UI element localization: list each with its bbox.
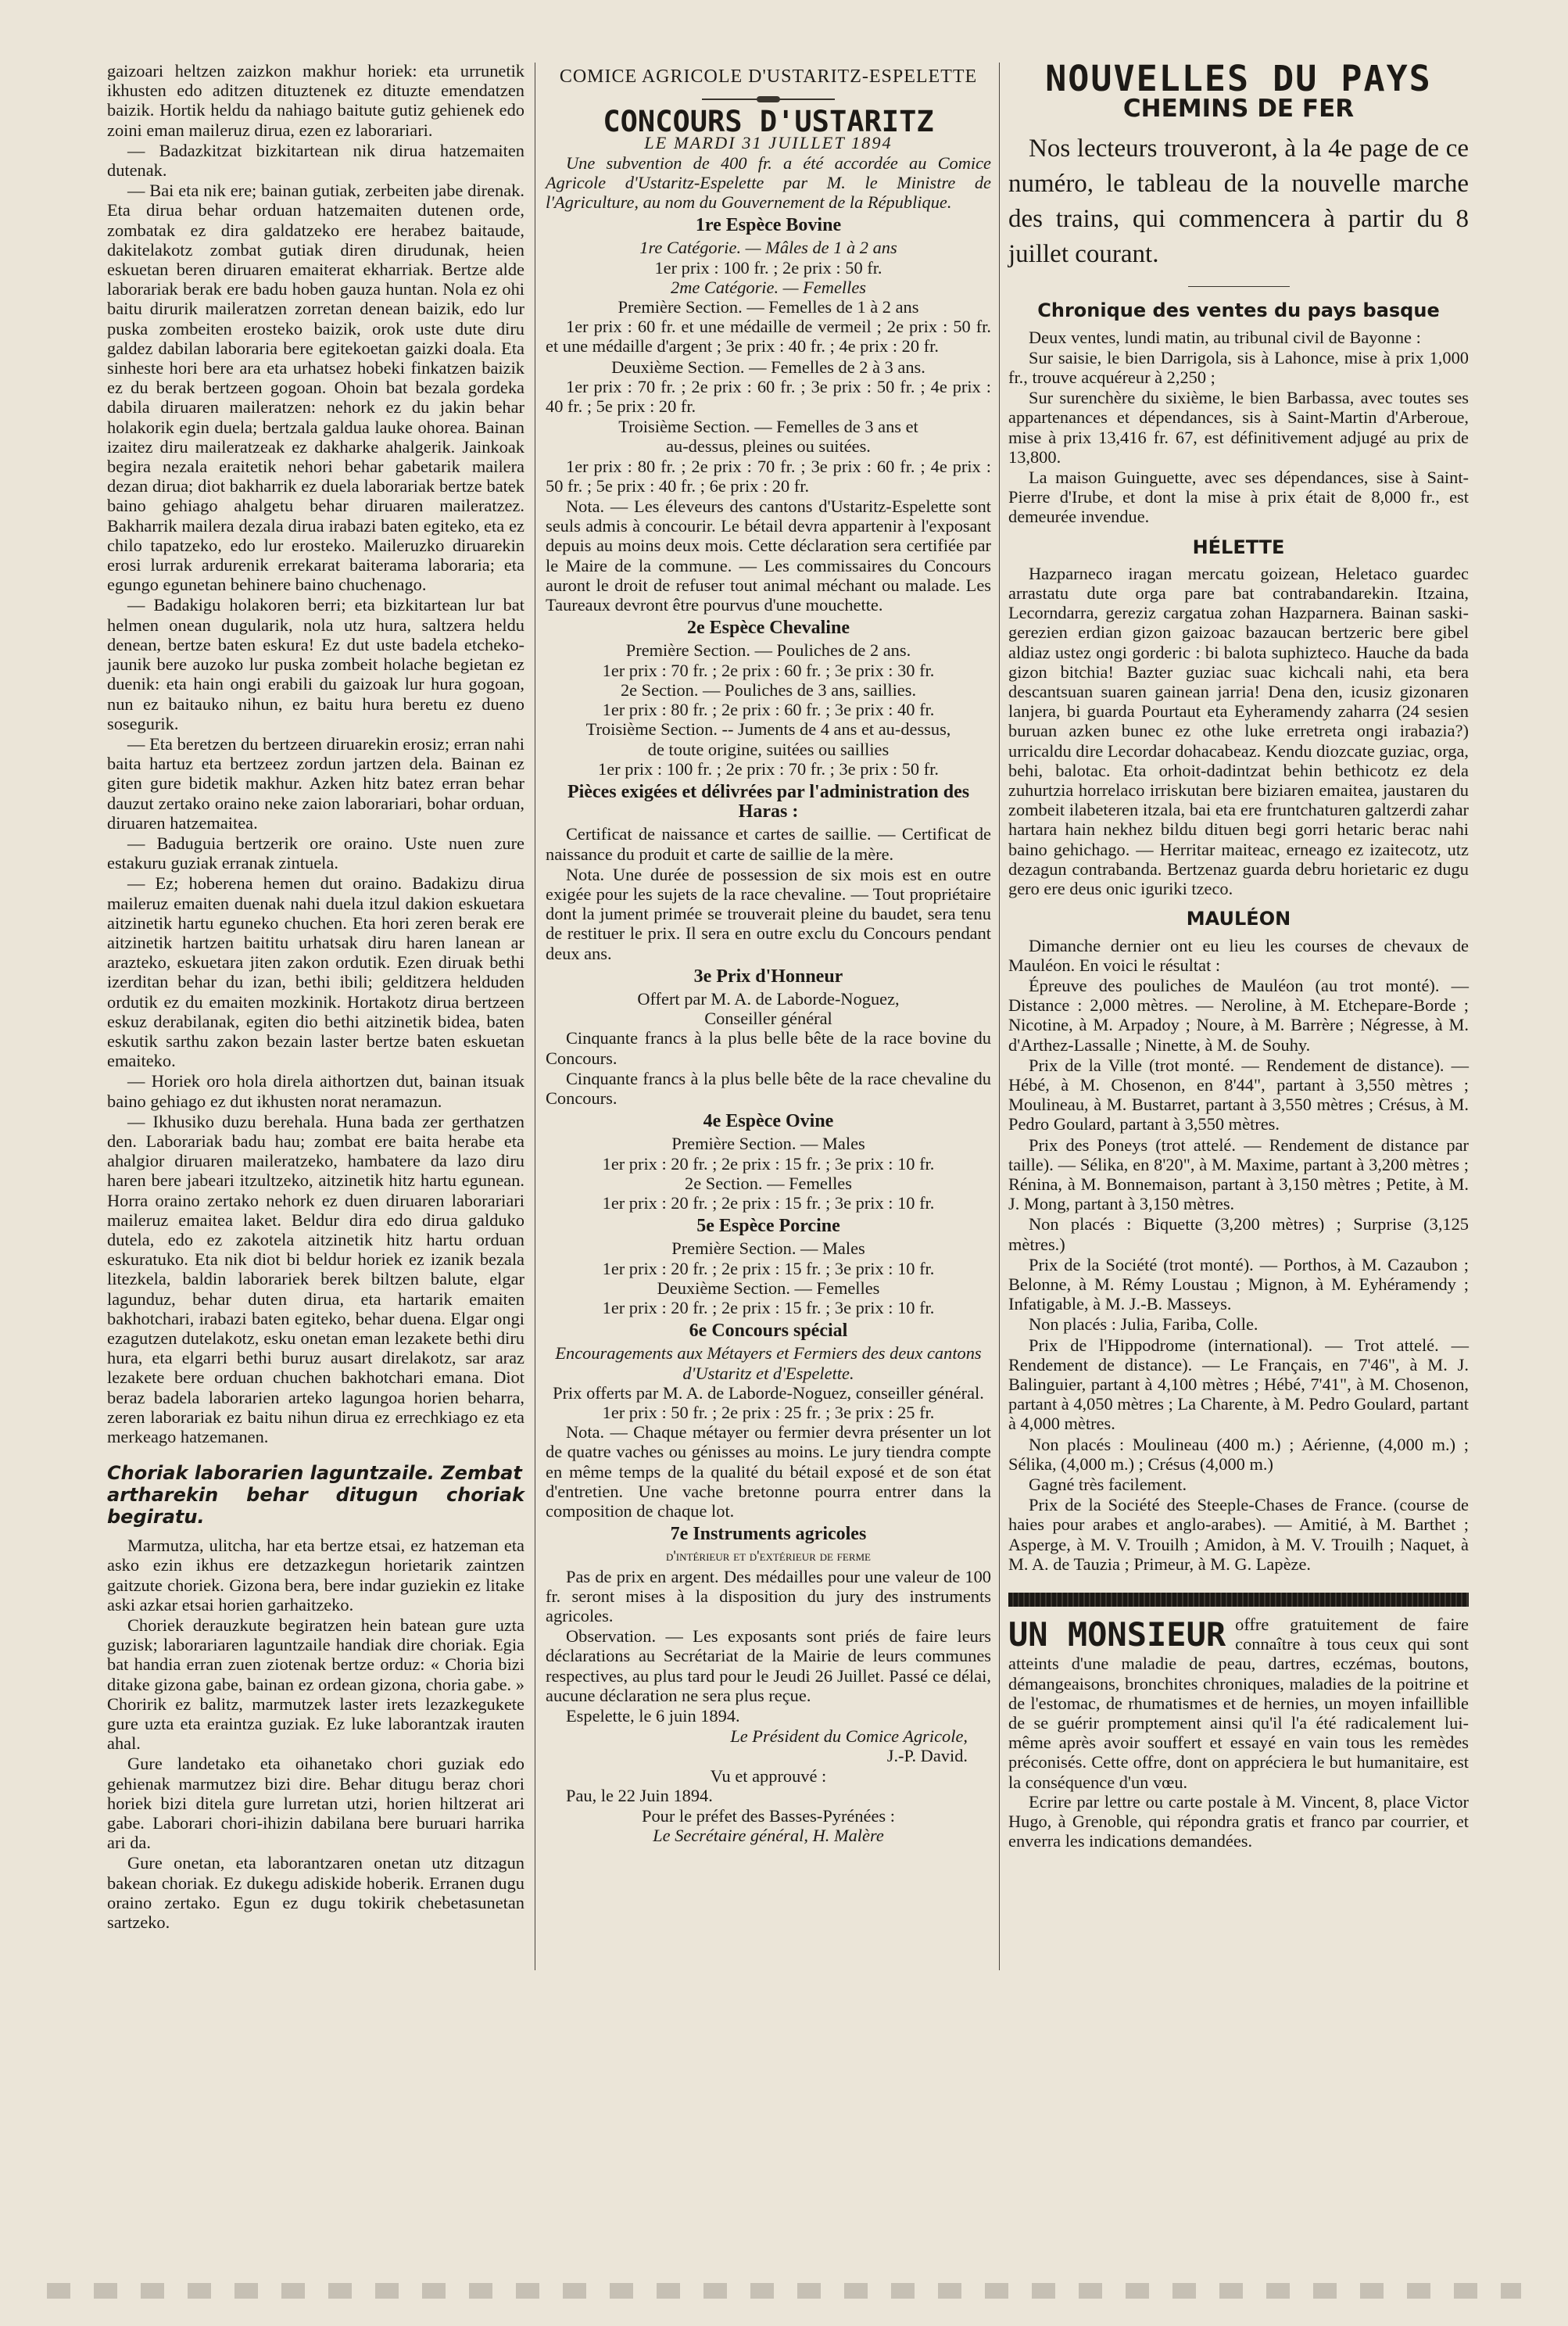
section-haras-title: Pièces exigées et délivrées par l'administration des Haras :	[567, 781, 970, 823]
race-result: Prix de l'Hippodrome (international). — Trot attelé. — Rendement de distance). — Le Français, en 7'46", à M. J. Balinguier, partant à 4,100 mètres ; Hébé, 7'41", à M. Chosenon, partant à 4,050 mètres ; La Charente, à M. Pedro Goulard, partant à 4,000 mètres.	[1008, 1335, 1469, 1434]
article-paragraph: — Eta beretzen du bertzeen diruarekin erosiz; erran nahi baita hartuz eta bertzeez zordun jartzen dela. Bainan ez giten gure bidetik makhur. Azken hitz batez erran behar dauzut zertako oraino neke zaion laborariari, bohar orduan, diruaren hatzemaitea.	[107, 733, 524, 833]
signature-title: Le Président du Comice Agricole,	[730, 1726, 968, 1747]
prizes-line: 1er prix : 70 fr. ; 2e prix : 60 fr. ; 3e prix : 30 fr.	[602, 660, 935, 680]
prizes-line: 1er prix : 100 fr. ; 2e prix : 50 fr.	[654, 257, 882, 278]
race-result: Prix de la Société (trot monté). — Porthos, à M. Cazaubon ; Belonne, à M. Rémy Loustau ; Mignon, à M. Eyhéramendy ; Infatigable, à M. J.-B. Masseys.	[1008, 1254, 1469, 1314]
prizes-line: 1er prix : 70 fr. ; 2e prix : 60 fr. ; 3e prix : 50 fr. ; 4e prix : 40 fr. ; 5e prix : 20 fr.	[546, 376, 991, 417]
prizes-line: 1er prix : 20 fr. ; 2e prix : 15 fr. ; 3e prix : 10 fr.	[602, 1153, 935, 1174]
article-paragraph: — Ez; hoberena hemen dut oraino. Badakizu dirua maileruz emaiten duenak nahi duela itzul dakion eskuetara aitzinetik hartu eguneko chuchen. Eta hori zeren berak ere aitzinetik hartzen baititu urhatsak diru haren lanean ar arazteko, eskuetara jiten zakon ordutik. Ezen diruak bethi izerditan behar du izan, bethi ibili; gelditzera helduden ordutik ez du emaiten mozkinik. Hortakotz dirua bertzeen eskuz derabilanak, egiten dio bethi aitzinetik bidea, baten eskutik sarthu zakon bezain laster bertze baten eskuetan emaiteko.	[107, 873, 524, 1071]
prefet-line: Pour le préfet des Basses-Pyrénées :	[642, 1806, 895, 1826]
place-date: Espelette, le 6 juin 1894.	[566, 1706, 740, 1726]
race-result: Non placés : Biquette (3,200 mètres) ; Surprise (3,125 mètres.)	[1008, 1214, 1469, 1254]
nouvelles-title: NOUVELLES DU PAYS	[1045, 58, 1432, 99]
mauleon-intro: Dimanche dernier ont eu lieu les courses de chevaux de Mauléon. En voici le résultat :	[1008, 935, 1469, 975]
nota-paragraph: Nota. Une durée de possession de six mois est en outre exigée pour les sujets de la race chevaline. — Tout propriétaire dont la jument primée se trouverait pleine du baudet, sera tenu de restituer le prix. Il sera en outre exclu du Concours pendant deux ans.	[546, 864, 991, 963]
prize-description: Cinquante francs à la plus belle bête de la race chevaline du Concours.	[546, 1068, 991, 1108]
concours-title: CONCOURS D'USTARITZ	[603, 105, 934, 139]
secretaire-line: Le Secrétaire général, H. Malère	[653, 1826, 884, 1846]
column-nouvelles	[1008, 58, 1469, 1851]
nota-paragraph: Nota. — Chaque métayer ou fermier devra présenter un lot de quatre vaches ou génisses au moins. Le jury tiendra compte en même temps de la qualité du bétail exposé et de son état d'entretien. Une vache bretonne pourra entrer dans la composition de chaque lot.	[546, 1422, 991, 1521]
section-porcine-title: 5e Espèce Porcine	[696, 1216, 840, 1237]
helette-paragraph: Hazparneco iragan mercatu goizean, Heletaco guardec arrastatu dute orga pare bat contrabandarekin. Itzaina, Lecorndarra, gereziz cargatua zohan Hazparnera. Bainan saski-gerezien erdian gizon gaizoac bazaucan bertzeric bere gibel aldiaz ustez ongi gorderic : bi balota suphizteco. Hauche da bada gizon bitchia! Bazter guziac suac kichcali nahi, eta bera descantsuan suaren gainean jarria! Dena den, icusiz gizonaren lanjera, bi guarda Pourtaut eta Eyheramendy zaharra (24 sesien buruan azken bunec ez othe luke erretreta ongi irabazia?) urricaldu dire Lecordar dohacabeaz. Kendu diozcate guziac, orga, behi, balotac. Eta orhoit-dadintzat behin bethicotz ez dela zuhurtzia horrelaco irriskutan bere biziaren emaitea, jaustaren du zombeit ilabeteren itzala, bai eta ere fruntchaturen galtzerdi zahar hartara hain nekhez bildu dituen begi gorri hetaric berac nahi baino gehichago. — Herritar maiteac, erneago ez izaitecotz, utz dezagun contrabanda. Bertzenaz guarda debru horietaric ez dugu gero ere deus onic iguriki tzeco.	[1008, 563, 1469, 899]
article-paragraph: Gure landetako eta oihanetako chori guziak edo gehienak marmutzez bizi dire. Behar ditugu beraz chori horiek bizi ditela gure lurretan utzi, horien hiltzerat ari gabe. Laborari chori-ihizin dabilana bere buruari harrika ari da.	[107, 1754, 524, 1853]
section-line: Première Section. — Males	[671, 1238, 865, 1259]
helette-title: HÉLETTE	[1192, 536, 1285, 558]
place-date: Pau, le 22 Juin 1894.	[566, 1785, 713, 1805]
race-result: Prix des Poneys (trot attelé. — Rendement de distance par taille). — Sélika, en 8'20", à M. Maxime, partant à 3,200 mètres ; Rénina, à M. Bonnemaison, partant à 3,150 mètres ; Petite, à M. J. Mong, partant à 3,150 mètres.	[1008, 1134, 1469, 1214]
caption-line: artharekin behar ditugun choriak begiratu.	[107, 1484, 524, 1529]
offer-line: Offert par M. A. de Laborde-Noguez,	[637, 988, 900, 1009]
advert-separator-bar	[1008, 1593, 1469, 1607]
intro-paragraph: Une subvention de 400 fr. a été accordée au Comice Agricole d'Ustaritz-Espelette par M. le Ministre de l'Agriculture, au nom du Gouvernement de la République.	[546, 152, 991, 213]
offer-line: Conseiller général	[704, 1009, 832, 1029]
race-result: Non placés : Moulineau (400 m.) ; Aérienne, (4,000 m.) ; Sélika, (4,000 m.) ; Crésus (4,000 m.)	[1008, 1434, 1469, 1474]
race-result: Prix de la Société des Steeple-Chases de France. (course de haies pour arabes et anglo-arabes). — Amitié, à M. Barthet ; Asperge, à M. V. Trouilh ; Amidon, à M. V. Trouilh ; Naquet, à M. A. de Tauzia ; Primeur, à M. G. Lapèze.	[1008, 1495, 1469, 1574]
advert-text: offre gratuitement de faire connaître à tous ceux qui sont atteints d'une maladie de peau, dartres, eczémas, boutons, démangeaisons, bronchites chroniques, maladies de la poitrine et de l'estomac, de rhumatismes et de hernies, un moyen infaillible de se guérir promptement ainsi qu'il l'a été radicalement lui-même après avoir souffert et essayé en vain tous les remèdes préconisés. Cette offre, dont on appréciera le but humanitaire, est la conséquence d'un vœu.	[1008, 1615, 1469, 1792]
special-subtitle: Encouragements aux Métayers et Fermiers des deux cantons d'Ustaritz et d'Espelette.	[555, 1343, 982, 1383]
chronique-paragraph: Sur surenchère du sixième, le bien Barbassa, avec toutes ses appartenances et dépendances, sis à Saint-Martin d'Arberoue, mise à prix 13,416 fr. 67, est définitivement adjugé au prix de 13,800.	[1008, 388, 1469, 467]
prizes-line: 1er prix : 20 fr. ; 2e prix : 15 fr. ; 3e prix : 10 fr.	[602, 1258, 935, 1278]
section-line: Première Section. — Pouliches de 2 ans.	[625, 640, 911, 661]
article-paragraph: Gure onetan, eta laborantzaren onetan utz ditzagun bakean choriak. Ez dukegu adiskide hoberik. Erranen dugu oraino zertako. Egun ez dugu tokirik chebetasunetan sartzeko.	[107, 1853, 524, 1933]
comice-header: COMICE AGRICOLE D'USTARITZ-ESPELETTE	[559, 66, 978, 87]
race-result: Non placés : Julia, Fariba, Colle.	[1029, 1314, 1258, 1335]
prizes-line: 1er prix : 50 fr. ; 2e prix : 25 fr. ; 3e prix : 25 fr.	[602, 1403, 935, 1422]
chronique-paragraph: La maison Guinguette, avec ses dépendances, sise à Saint-Pierre d'Irube, et dont la mise à prix était de 8,000 fr., est demeurée invendue.	[1008, 468, 1469, 527]
prizes-line: 1er prix : 100 fr. ; 2e prix : 70 fr. ; 3e prix : 50 fr.	[598, 758, 939, 779]
article-paragraph: — Ikhusiko duzu berehala. Huna bada zer gerthatzen den. Laborariak badu hau; zombat ere baita herabe eta ahalgior diruaren maileratzeko, hambatere da lazo diru haren bere jabeari itzultzeko, aitzinetik hitz hartu egunean. Horra oraino zertako nehork ez duen diruaren laborariari maileruz emaitea laket. Beldur dira edo dirua galduko dutela, edo ez zakotela aitzinetik hitz hartu orduan eskuratuko. Eta nik diot bi beldur horiek ez izanik bezala litezkela, baldin laborariek berek biltzen balute, elgar lagunduz, behar duten dirua, eta hartarik emaiten bakhotchari, irabazi baten egiteko, behar duena. Elgar ongi ezagutzen dutelakotz, esku onetan eman lezakete bethi diru hura, eta elgarri bethi buruz ausart direlakotz, sar araz lezakete bere orduan chuchen bakhotchari emana. Diot beraz badela laborarien arteko lagungoa horien beharra, zeren laborariak ez baitu nihun dirua ez errechkiago ez eta merkeago hatzemanen.	[107, 1111, 524, 1447]
section-instruments-title: 7e Instruments agricoles	[670, 1524, 867, 1545]
instruments-paragraph: Pas de prix en argent. Des médailles pour une valeur de 100 fr. seront mises à la disposition du jury des instruments agricoles.	[546, 1566, 991, 1626]
section-line: Première Section. — Males	[671, 1134, 865, 1154]
advert-block	[1008, 1615, 1469, 1851]
race-result: Gagné très facilement.	[1029, 1474, 1187, 1494]
section-chevaline-title: 2e Espèce Chevaline	[687, 618, 850, 639]
article-paragraph: — Badazkitzat bizkitartean nik dirua hatzemaiten dutenak.	[107, 140, 524, 181]
section-line: Deuxième Section. — Femelles	[657, 1278, 880, 1298]
instruments-subtitle: d'intérieur et d'extérieur de ferme	[666, 1548, 871, 1565]
section-line: 2e Section. — Femelles	[685, 1173, 852, 1193]
section-line: de toute origine, suitées ou saillies	[647, 739, 890, 759]
category-line: 2me Catégorie. — Femelles	[671, 277, 866, 297]
prizes-line: 1er prix : 60 fr. et une médaille de vermeil ; 2e prix : 50 fr. et une médaille d'argent ; 3e prix : 40 fr. ; 4e prix : 20 fr.	[546, 317, 991, 357]
article-paragraph: — Baduguia bertzerik ore oraino. Uste nuen zure estakuru guziak erranak zintuela.	[107, 833, 524, 873]
section-bovine-title: 1re Espèce Bovine	[695, 215, 842, 236]
section-line: Deuxième Section. — Femelles de 2 à 3 ans.	[611, 357, 925, 377]
approval-line: Vu et approuvé :	[710, 1765, 827, 1786]
prize-description: Cinquante francs à la plus belle bête de la race bovine du Concours.	[546, 1028, 991, 1068]
prizes-line: 1er prix : 20 fr. ; 2e prix : 15 fr. ; 3e prix : 10 fr.	[602, 1192, 935, 1213]
article-paragraph: Marmutza, ulitcha, har eta bertze etsai, ez hatzeman eta asko ezin ikhus ere detzazkegun horietarik zaintzen gaitzute choriek. Gizona bera, bere indar guziekin ez litake aski azkar etsai horien garhaitzeko.	[107, 1536, 524, 1615]
haras-paragraph: Certificat de naissance et cartes de saillie. — Certificat de naissance du produit et carte de saillie de la mère.	[546, 824, 991, 864]
chronique-paragraph: Deux ventes, lundi matin, au tribunal civil de Bayonne :	[1029, 327, 1421, 347]
chronique-title: Chronique des ventes du pays basque	[1037, 299, 1440, 322]
column-concours	[546, 61, 991, 1845]
mauleon-title: MAULÉON	[1186, 908, 1291, 930]
article-paragraph: gaizoari heltzen zaizkon makhur horiek: eta urrunetik ikhusten edo aditzen dituztenek ez dituzte emendatzen baizik. Hortik heldu da nahiago baitute gutiz gehienek edo zoini eman maileruz dirua, ezen ez laborariari.	[107, 61, 524, 140]
section-line: Première Section. — Femelles de 1 à 2 ans	[618, 297, 919, 317]
article-paragraph: Choriek derauzkute begiratzen hein batean gure uzta guzisk; laborariaren laguntzaile handiak dire choriak. Egia bat handia erran zuen ziotenak bertze orduz: « Choria bizi ditake gizona gabe, bainan ez ordean gizona, choria gabe. » Choririk ez balitz, marmutzek laster irets lezazkegukete gure uzta eta eraintza guziak. Ez luke laborantzak irauten ahal.	[107, 1615, 524, 1754]
article-paragraph: — Bai eta nik ere; bainan gutiak, zerbeiten jabe direnak. Eta dirua behar orduan hatzemaiten dutenen orde, zombatak ez dira galdatzeko ere herabez baitaude, dakitelakotz zombat gutiak diren dirudunak, heien eskuetan beren diruaren emaiterat ekharriak. Bertze alde laborariak berak ere badu hoben gauza huntan. Nola ez ohi baitu dirurik maileratzen zorretan denean baizik, edo lur puska zombeiten erosteko baizik, orok uste dute diru galdez dabilan laboraria bere egitekoetan gaizki doala. Eta sinheste hori bere ara eta urhatsez hobeki finkatzen baizik ez du berak bertzeen gogoan. Ohoin bat bezala gordeka dabila diruaren maileratzen: nehork ez du jakin behar holakorik egin duela; bertzala galdua lauke ohorea. Bainan izaitez diru maileratzeak ez dakharke ahalgerik. Jainkoak begira nezala eraitetik nehori behar gabetarik mailera dezan dirua; diot bakharrik ez duela laborariak bertze batek baino gehiago ahalgetu behar diruaren maileratzez. Bakharrik mailera dezala dirua irabazi baten egiteko, eta ez chilo tapatzeko, edo lur erosteko. Maileruzko diruarekin erosi lurrak ardurenik errekarat baiterama laboraria; eta egungo egunetan behinere baino chuchenago.	[107, 181, 524, 595]
nota-paragraph: Nota. — Les éleveurs des cantons d'Ustaritz-Espelette sont seuls admis à concourir. Le bétail devra appartenir à l'exposant depuis au moins deux mois. Cette déclaration sera certifiée par le Maire de la commune. — Les commissaires du Concours auront le droit de refuser tout animal méchant ou malade. Les Taureaux devront être pourvus d'une mouchette.	[546, 496, 991, 615]
chemins-de-fer-text: Nos lecteurs trouveront, à la 4e page de ce numéro, le tableau de la nouvelle marche des trains, qui commencera à partir du 8 juillet courant.	[1008, 134, 1469, 269]
column-basque-article	[107, 61, 524, 1933]
section-caption-choriak	[107, 1462, 524, 1528]
section-line: au-dessus, pleines ou suitées.	[666, 436, 871, 457]
section-line: 2e Section. — Pouliches de 3 ans, saillies.	[620, 679, 917, 700]
chronique-paragraph: Sur saisie, le bien Darrigola, sis à Lahonce, mise à prix 1,000 fr., trouve acquéreur à 2,250 ;	[1008, 347, 1469, 388]
offer-line: Prix offerts par M. A. de Laborde-Noguez, conseiller général.	[553, 1382, 984, 1403]
section-special-title: 6e Concours spécial	[689, 1321, 848, 1342]
advert-heading: UN MONSIEUR	[1008, 1615, 1226, 1654]
caption-line: Choriak laborarien laguntzaile. Zembat	[107, 1462, 522, 1485]
prizes-line: 1er prix : 80 fr. ; 2e prix : 60 fr. ; 3e prix : 40 fr.	[602, 700, 935, 720]
bottom-edge-smudge	[47, 2283, 1521, 2299]
section-honneur-title: 3e Prix d'Honneur	[693, 966, 843, 987]
ornament-divider	[702, 96, 835, 102]
article-paragraph: — Horiek oro hola direla aithortzen dut, bainan itsuak baino gehiago ez dut ikhusten norat neramazun.	[107, 1071, 524, 1111]
section-line: Troisième Section. -- Juments de 4 ans et au-dessus,	[585, 719, 951, 740]
chemins-de-fer-title: CHEMINS DE FER	[1122, 95, 1355, 124]
article-paragraph: — Badakigu holakoren berri; eta bizkitartean lur bat helmen onean dugularik, nola utz hura, saltzera heldu denean, bertze baten eskura! Ez dut uste badela etcheko-jaunik bere auzoko lur puska zombeit holache begietan ez duenik: eta hain ongi erabili du gaizoak lur hura gogoan, nun ez baitauko nihun, ez baitu hura beretu ez dueno sosegurik.	[107, 595, 524, 733]
concours-date: LE MARDI 31 JUILLET 1894	[644, 133, 893, 153]
prizes-line: 1er prix : 20 fr. ; 2e prix : 15 fr. ; 3e prix : 10 fr.	[602, 1297, 935, 1317]
section-line: Troisième Section. — Femelles de 3 ans et	[618, 417, 918, 437]
advert-contact: Ecrire par lettre ou carte postale à M. Vincent, 8, place Victor Hugo, à Grenoble, qui répondra gratis et franco par courrier, et enverra les indications demandées.	[1008, 1791, 1469, 1851]
section-ovine-title: 4e Espèce Ovine	[703, 1111, 834, 1132]
short-divider	[1188, 286, 1290, 287]
signature-name: J.-P. David.	[886, 1746, 968, 1766]
prizes-line: 1er prix : 80 fr. ; 2e prix : 70 fr. ; 3e prix : 60 fr. ; 4e prix : 50 fr. ; 5e prix : 40 fr. ; 6e prix : 20 fr.	[546, 456, 991, 496]
observation-paragraph: Observation. — Les exposants sont priés de faire leurs déclarations au Secrétariat de la Mairie de leurs communes respectives, au plus tard pour le Jeudi 26 Juillet. Passé ce délai, aucune déclaration ne sera plus reçue.	[546, 1626, 991, 1705]
race-result: Épreuve des pouliches de Mauléon (au trot monté). — Distance : 2,000 mètres. — Neroline, à M. Etchepare-Borde ; Nicotine, à M. Arpadoy ; Noure, à M. Barrère ; Négresse, à M. d'Arthez-Lassalle ; Ninette, à M. de Souhy.	[1008, 975, 1469, 1055]
column-divider	[999, 63, 1000, 1970]
race-result: Prix de la Ville (trot monté. — Rendement de distance). — Hébé, à M. Chosenon, en 8'44", partant à 3,550 mètres ; Moulineau, à M. Bustarret, partant à 3,550 mètres ; Crésus, à M. Pedro Goulard, partant à 3,550 mètres.	[1008, 1055, 1469, 1134]
category-line: 1re Catégorie. — Mâles de 1 à 2 ans	[639, 238, 897, 258]
